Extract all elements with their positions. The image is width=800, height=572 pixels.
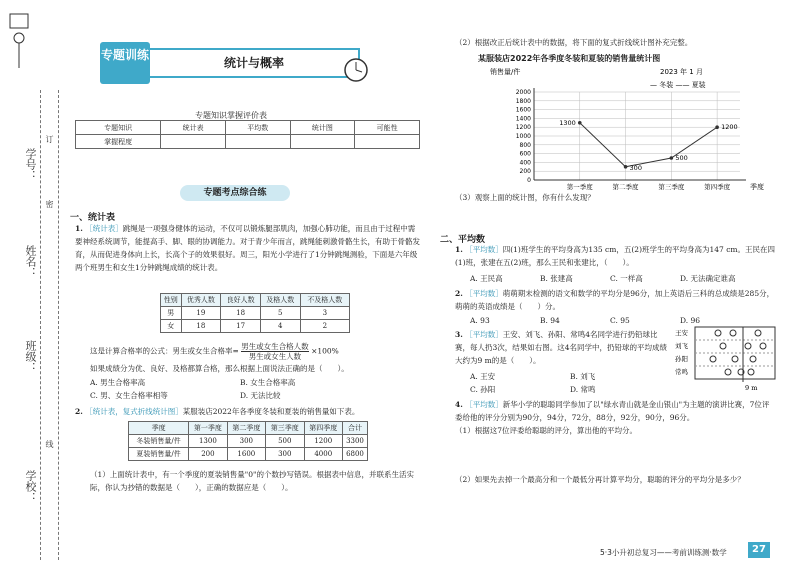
chart-date: 2023 年 1 月 xyxy=(660,68,703,76)
question-text: 新华小学的聪聪同学参加了以"绿水青山就是金山银山"为主题的演讲比赛，7位评委给他的评分分别为90分，94分，72分，88分，92分，90分，96分。 xyxy=(455,400,770,422)
name-label: 姓名： xyxy=(24,245,37,278)
data-point xyxy=(624,165,628,169)
data-point xyxy=(715,125,719,129)
question-number: 1. xyxy=(75,224,83,233)
question-number: 2. xyxy=(455,289,463,298)
option-c[interactable]: C. 男、女生合格率相等 xyxy=(90,391,168,400)
data-point xyxy=(578,121,582,125)
subquestion: （1）根据这7位评委给聪聪的评分，算出他的平均分。 xyxy=(455,426,638,435)
question-tag: ［统计表，复式折线统计图］ xyxy=(85,407,183,416)
table-header: 第四季度 xyxy=(304,422,342,435)
axis-label: 9 m xyxy=(745,384,758,392)
subquestion: （2）根据改正后统计表中的数据，将下面的复式折线统计图补充完整。 xyxy=(455,38,693,47)
binding-label: 订 xyxy=(45,135,54,143)
option-d[interactable]: D. 96 xyxy=(680,316,701,325)
formula-numerator: 男生或女生合格人数 xyxy=(241,342,309,351)
table-cell: 500 xyxy=(266,435,304,448)
legend-summer: 夏装 xyxy=(691,81,706,89)
line-label: 线 xyxy=(45,440,54,448)
formula-suffix: ×100% xyxy=(311,346,339,356)
table-cell: 17 xyxy=(221,320,261,333)
question-2 xyxy=(75,405,420,418)
table-cell: 300 xyxy=(266,448,304,461)
question-tag: ［平均数］ xyxy=(465,289,503,298)
sales-table xyxy=(128,421,368,461)
page-title: 统计与概率 xyxy=(150,48,360,78)
table-cell: 3 xyxy=(300,307,349,320)
table-cell: 18 xyxy=(181,320,221,333)
table-cell: 1200 xyxy=(304,435,342,448)
table-cell: 1300 xyxy=(189,435,227,448)
y-tick-label: 2000 xyxy=(515,89,531,96)
table-cell: 300 xyxy=(227,435,265,448)
data-point xyxy=(670,156,674,160)
line-chart xyxy=(490,64,770,192)
formula-text: 这是计算合格率的公式：男生或女生合格率= xyxy=(90,346,239,356)
options xyxy=(470,272,780,285)
table-cell: 18 xyxy=(221,307,261,320)
table-header: 优秀人数 xyxy=(181,294,221,307)
binding-line xyxy=(40,90,41,560)
question-1 xyxy=(75,222,420,274)
table-cell: 5 xyxy=(260,307,300,320)
table-cell: 4 xyxy=(260,320,300,333)
mastery-title: 专题知识掌握评价表 xyxy=(195,111,267,120)
table-cell: 2 xyxy=(300,320,349,333)
options xyxy=(90,376,420,402)
table-cell: 1600 xyxy=(227,448,265,461)
option-a[interactable]: A. 王民高 xyxy=(470,274,503,283)
chart-legend: — 冬装 —— 夏装 xyxy=(650,81,706,89)
question-text: 某服装店2022年各季度冬装和夏装的销售量如下表。 xyxy=(182,407,360,416)
x-tick-label: 第三季度 xyxy=(658,183,685,191)
table-header: 第二季度 xyxy=(227,422,265,435)
question-2 xyxy=(455,287,775,313)
question-number: 3. xyxy=(455,330,463,339)
question-text: 萌萌期末检测的语文和数学的平均分是96分，加上英语后三科的总成绩是285分，萌萌的英语成绩是（ ）分。 xyxy=(455,289,775,311)
option-b[interactable]: B. 刘飞 xyxy=(570,372,596,381)
mastery-cell[interactable] xyxy=(225,135,290,149)
table-header: 季度 xyxy=(129,422,189,435)
footer-text: 5·3小升初总复习——考前训练测·数学 xyxy=(600,548,727,557)
data-label: 1200 xyxy=(721,123,738,132)
table-cell: 3300 xyxy=(342,435,367,448)
y-tick-label: 1400 xyxy=(515,115,531,123)
subquestion: （3）观察上面的统计图，你有什么发现？ xyxy=(455,193,595,202)
table-header: 第三季度 xyxy=(266,422,304,435)
option-c[interactable]: C. 95 xyxy=(610,316,630,325)
question-tag: ［统计表］ xyxy=(85,224,123,233)
option-d[interactable]: D. 常鸣 xyxy=(570,385,596,394)
y-tick-label: 1600 xyxy=(515,106,531,114)
throw-mark xyxy=(710,356,716,362)
x-tick-label: 第一季度 xyxy=(566,183,593,191)
class-label: 班级： xyxy=(24,340,37,373)
throw-mark xyxy=(745,343,751,349)
mastery-cell[interactable] xyxy=(290,135,355,149)
seal-label: 密 xyxy=(45,200,54,208)
x-axis-label: 季度 xyxy=(750,183,764,191)
question-tag: ［平均数］ xyxy=(465,245,503,254)
question-number: 2. xyxy=(75,407,83,416)
mastery-header: 可能性 xyxy=(355,121,420,135)
thrower-name: 孙阳 xyxy=(675,355,688,363)
thrower-name: 王安 xyxy=(675,329,688,337)
question-text: 四(1)班学生的平均身高为135 cm，五(2)班学生的平均身高为147 cm。王民在四(1)班，张建在五(2)班，那么王民和张建比，（ ）。 xyxy=(455,245,776,267)
option-c[interactable]: C. 孙阳 xyxy=(470,385,496,394)
question-number: 1. xyxy=(455,245,463,254)
mascot-icon xyxy=(6,8,36,78)
y-tick-label: 1200 xyxy=(515,124,531,132)
throw-mark xyxy=(732,356,738,362)
table-cell: 19 xyxy=(181,307,221,320)
mastery-cell[interactable] xyxy=(161,135,226,149)
option-d[interactable]: D. 无法确定谁高 xyxy=(680,274,736,283)
question-text: 王安、刘飞、孙阳、常鸣4名同学进行扔铅球比赛，每人扔3次，结果如右图。这4名同学中，扔铅球的平均成绩大约为9 m的是（ ）。 xyxy=(455,330,668,365)
subquestion: （1）上面统计表中，有一个季度的夏装销售量"0"的个数抄写错误。根据表中信息，并联系生活实际，你认为抄错的数据是（ ），正确的数据应是（ ）。 xyxy=(90,470,414,492)
throw-mark xyxy=(720,343,726,349)
section-banner: 专题考点综合练 xyxy=(180,185,290,201)
mastery-header: 平均数 xyxy=(225,121,290,135)
table-header: 不及格人数 xyxy=(300,294,349,307)
table-header: 性别 xyxy=(161,294,182,307)
table-header: 合计 xyxy=(342,422,367,435)
y-tick-label: 600 xyxy=(519,150,531,158)
x-tick-label: 第四季度 xyxy=(704,183,731,191)
question-tag: ［平均数］ xyxy=(465,400,503,409)
x-tick-label: 第二季度 xyxy=(612,183,639,191)
data-label: 300 xyxy=(629,163,642,172)
chart-title: 某服装店2022年各季度冬装和夏装的销售量统计图 xyxy=(478,54,661,63)
throw-mark xyxy=(715,330,721,336)
table-header: 良好人数 xyxy=(221,294,261,307)
question-1 xyxy=(455,243,775,269)
jump-rope-table xyxy=(160,293,350,333)
data-label: 500 xyxy=(675,154,688,162)
mastery-header: 专题知识 xyxy=(76,121,161,135)
throw-mark xyxy=(750,356,756,362)
option-a[interactable]: A. 王安 xyxy=(470,372,496,381)
mastery-cell[interactable] xyxy=(355,135,420,149)
throw-mark xyxy=(760,343,766,349)
mastery-header: 统计图 xyxy=(290,121,355,135)
question-text: 如果成绩分为优、良好、及格都算合格，那么根据上面说法正确的是（ ）。 xyxy=(90,364,349,373)
id-label: 学号： xyxy=(24,148,37,181)
option-a[interactable]: A. 男生合格率高 xyxy=(90,378,146,387)
table-cell: 200 xyxy=(189,448,227,461)
shot-put-diagram xyxy=(673,326,778,392)
topic-badge: 专题训练 xyxy=(100,42,150,84)
school-label: 学校： xyxy=(24,470,37,503)
throw-mark xyxy=(755,330,761,336)
formula-denominator: 男生或女生人数 xyxy=(248,352,302,361)
option-b[interactable]: B. 94 xyxy=(540,316,560,325)
question-number: 4. xyxy=(455,400,463,409)
legend-winter: 冬装 xyxy=(659,81,674,89)
options xyxy=(470,370,670,396)
table-cell: 女 xyxy=(161,320,182,333)
mastery-table xyxy=(75,120,420,149)
table-cell: 男 xyxy=(161,307,182,320)
data-label: 1300 xyxy=(559,118,576,127)
table-header: 第一季度 xyxy=(189,422,227,435)
option-c[interactable]: C. 一样高 xyxy=(610,274,643,283)
y-tick-label: 800 xyxy=(519,141,531,149)
mastery-header: 统计表 xyxy=(161,121,226,135)
throw-mark xyxy=(730,330,736,336)
formula-fraction xyxy=(241,342,309,361)
y-tick-label: 0 xyxy=(527,177,531,184)
option-d[interactable]: D. 无法比较 xyxy=(240,391,281,400)
thrower-name: 刘飞 xyxy=(675,342,688,350)
option-b[interactable]: B. 女生合格率高 xyxy=(240,378,296,387)
table-cell: 6800 xyxy=(342,448,367,461)
y-tick-label: 400 xyxy=(519,159,531,167)
table-cell: 4000 xyxy=(304,448,342,461)
y-tick-label: 200 xyxy=(519,168,531,176)
question-tag: ［平均数］ xyxy=(465,330,503,339)
question-text: 跳绳是一项强身健体的运动，不仅可以锻炼腿部肌肉，加强心肺功能，而且由于过程中需要神经系统调节，能提高手、脚、眼的协调能力。对于青少年而言，跳绳能刺激骨骼生长，有助于骨骼发育，从而促进身体向上长，长高个子的效果很好。周三，阳光小学进行了1分钟跳绳测验，下面是六年级两个班男生和女生1分钟跳绳成绩的统计表。 xyxy=(75,224,420,272)
y-axis-label: 销售量/件 xyxy=(490,68,521,76)
thrower-name: 常鸣 xyxy=(675,368,688,376)
option-b[interactable]: B. 张建高 xyxy=(540,274,573,283)
page-number: 27 xyxy=(748,542,770,558)
question-3 xyxy=(455,328,670,367)
formula xyxy=(90,342,420,361)
y-tick-label: 1000 xyxy=(515,133,531,140)
section-heading: 一、统计表 xyxy=(70,213,116,223)
throw-mark xyxy=(748,369,754,375)
table-header: 及格人数 xyxy=(260,294,300,307)
throw-mark xyxy=(725,369,731,375)
table-cell: 夏装销售量/件 xyxy=(129,448,189,461)
binding-line xyxy=(58,90,59,560)
clock-icon xyxy=(340,55,372,85)
mastery-row-label: 掌握程度 xyxy=(76,135,161,149)
y-tick-label: 1800 xyxy=(515,97,531,105)
section-heading: 二、平均数 xyxy=(440,235,486,245)
option-a[interactable]: A. 93 xyxy=(470,316,490,325)
question-4 xyxy=(455,398,775,424)
subquestion: （2）如果先去掉一个最高分和一个最低分再计算平均分，聪聪的评分的平均分是多少？ xyxy=(455,475,745,484)
table-cell: 冬装销售量/件 xyxy=(129,435,189,448)
